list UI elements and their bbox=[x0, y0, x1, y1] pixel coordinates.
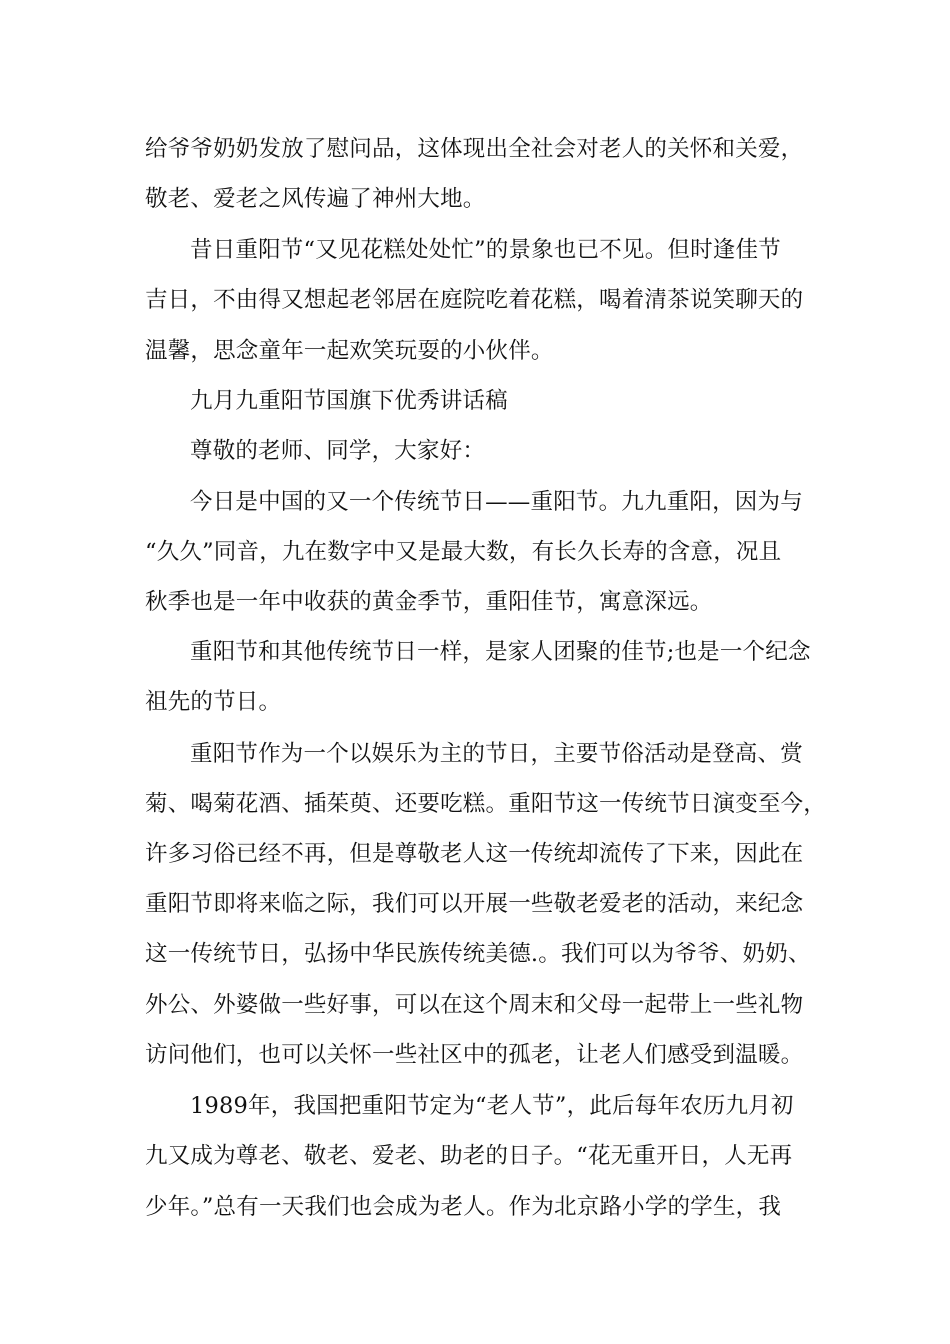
text-line-19: 访问他们，也可以关怀一些社区中的孤老，让老人们感受到温暖。 bbox=[145, 1042, 804, 1068]
text-line-14: 菊、喝菊花酒、插茱萸、还要吃糕。重阳节这一传统节日演变至今， bbox=[145, 791, 827, 817]
paragraph-line-20: 1989年，我国把重阳节定为“老人节”，此后每年农历九月初 bbox=[190, 1093, 794, 1119]
text-line-10: 秋季也是一年中收获的黄金季节，重阳佳节，寓意深远。 bbox=[145, 589, 713, 615]
paragraph-line-11: 重阳节和其他传统节日一样，是家人团聚的佳节;也是一个纪念 bbox=[190, 639, 811, 665]
text-line-18: 外公、外婆做一些好事，可以在这个周末和父母一起带上一些礼物 bbox=[145, 992, 804, 1018]
paragraph-line-13: 重阳节作为一个以娱乐为主的节日，主要节俗活动是登高、赏 bbox=[190, 741, 803, 767]
text-line-16: 重阳节即将来临之际，我们可以开展一些敬老爱老的活动，来纪念 bbox=[145, 891, 804, 917]
text-line-4: 吉日，不由得又想起老邻居在庭院吃着花糕，喝着清茶说笑聊天的 bbox=[145, 287, 804, 313]
text-line-22: 少年。”总有一天我们也会成为老人。作为北京路小学的学生，我 bbox=[145, 1194, 782, 1220]
paragraph-line-8: 今日是中国的又一个传统节日——重阳节。九九重阳，因为与 bbox=[190, 489, 803, 515]
text-line-2: 敬老、爱老之风传遍了神州大地。 bbox=[145, 186, 486, 212]
text-line-5: 温馨，思念童年一起欢笑玩耍的小伙伴。 bbox=[145, 338, 554, 364]
text-line-15: 许多习俗已经不再，但是尊敬老人这一传统却流传了下来，因此在 bbox=[145, 841, 804, 867]
salutation: 尊敬的老师、同学，大家好： bbox=[190, 438, 486, 464]
text-line-9: “久久”同音，九在数字中又是最大数，有长久长寿的含意，况且 bbox=[145, 539, 782, 565]
text-line-1: 给爷爷奶奶发放了慰问品，这体现出全社会对老人的关怀和关爱， bbox=[145, 136, 804, 162]
text-line-21: 九又成为尊老、敬老、爱老、助老的日子。“花无重开日，人无再 bbox=[145, 1143, 793, 1169]
text-line-17: 这一传统节日，弘扬中华民族传统美德.。我们可以为爷爷、奶奶、 bbox=[145, 941, 811, 967]
speech-title: 九月九重阳节国旗下优秀讲话稿 bbox=[190, 388, 508, 414]
text-line-12: 祖先的节日。 bbox=[145, 689, 282, 715]
paragraph-line-3: 昔日重阳节“又见花糕处处忙”的景象也已不见。但时逢佳节 bbox=[190, 237, 781, 263]
